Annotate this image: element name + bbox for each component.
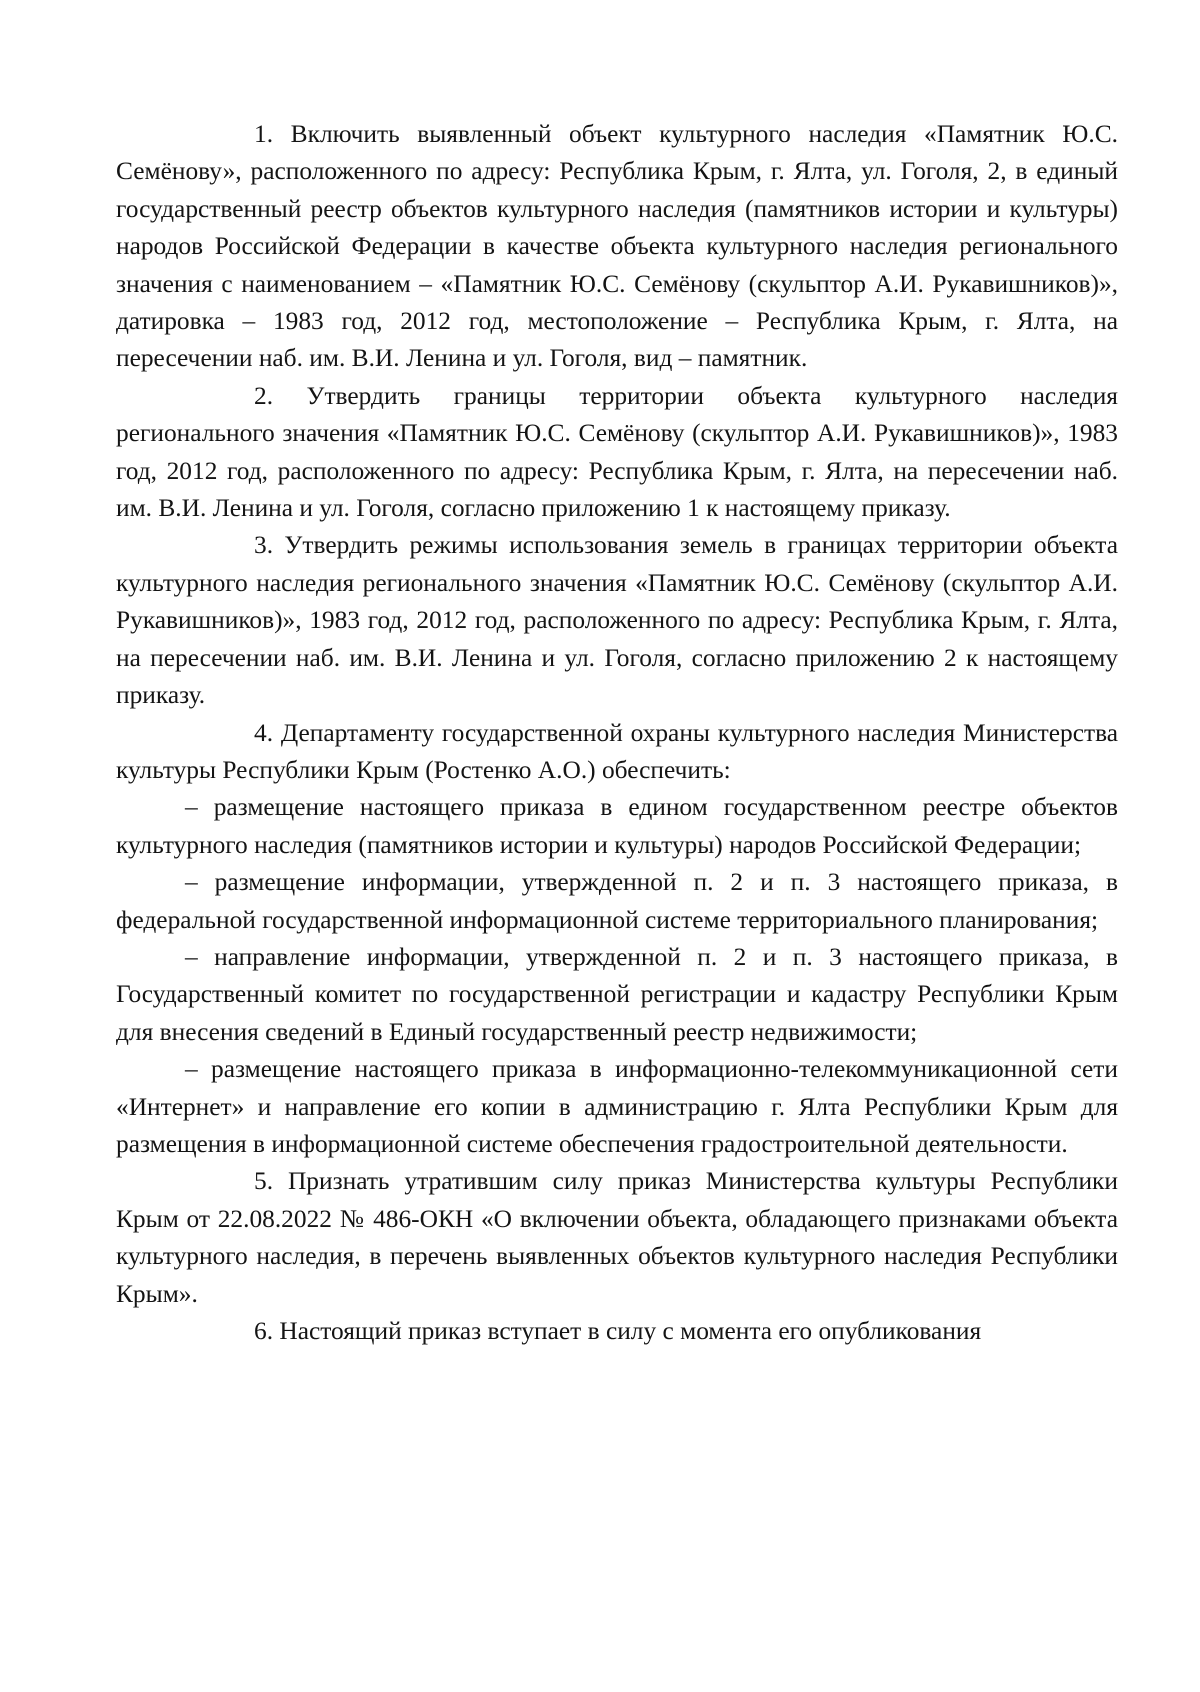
paragraph-number: 2. [254, 381, 274, 410]
bullet-item-1: – размещение настоящего приказа в едином государственном реестре объектов культурного наследия (памятников истории и культуры) народов Российской Федерации; [116, 793, 1118, 859]
paragraph-text: Департаменту государственной охраны культурного наследия Министерства культуры Республики Крым (Ростенко А.О.) обеспечить: [116, 718, 1118, 784]
paragraph-number: 1. [254, 120, 274, 148]
paragraph-text: Утвердить границы территории объекта культурного наследия регионального значения «Памятник Ю.С. Семёнову (скульптор А.И. Рукавишников)», 1983 год, 2012 год, расположенного по адресу: Республика Крым, г. Ялта, на пересечении наб. им. В.И. Ленина и ул. Гоголя, согласно приложению 1 к настоящему приказу. [116, 381, 1118, 523]
document-body [116, 116, 1118, 1350]
bullet-item-3: – направление информации, утвержденной п. 2 и п. 3 настоящего приказа, в Государственный комитет по государственной регистрации и кадастру Республики Крым для внесения сведений в Единый государственный реестр недвижимости; [116, 942, 1118, 1046]
paragraph-number: 5. [254, 1167, 274, 1196]
paragraph-5 [116, 1163, 1118, 1313]
paragraph-text: Утвердить режимы использования земель в границах территории объекта культурного наследия регионального значения «Памятник Ю.С. Семёнову (скульптор А.И. Рукавишников)», 1983 год, 2012 год, расположенного по адресу: Республика Крым, г. Ялта, на пересечении наб. им. В.И. Ленина и ул. Гоголя, согласно приложению 2 к настоящему приказу. [116, 531, 1118, 710]
paragraph-6 [116, 1313, 1118, 1350]
paragraph-4 [116, 715, 1118, 790]
paragraph-text: Признать утратившим силу приказ Министерства культуры Республики Крым от 22.08.2022 № 486-ОКН «О включении объекта, обладающего признаками объекта культурного наследия, в перечень выявленных объектов культурного наследия Республики Крым». [116, 1167, 1118, 1308]
paragraph-number: 3. [254, 531, 274, 560]
paragraph-1 [116, 116, 1118, 378]
paragraph-text: Включить выявленный объект культурного наследия «Памятник Ю.С. Семёнову», расположенного по адресу: Республика Крым, г. Ялта, ул. Гоголя, 2, в единый государственный реестр объектов культурного наследия (памятников истории и культуры) народов Российской Федерации в качестве объекта культурного наследия регионального значения с наименованием – «Памятник Ю.С. Семёнову (скульптор А.И. Рукавишников)», датировка – 1983 год, 2012 год, местоположение – Республика Крым, г. Ялта, на пересечении наб. им. В.И. Ленина и ул. Гоголя, вид – памятник. [116, 120, 1118, 373]
bullet-item-4: – размещение настоящего приказа в информационно-телекоммуникационной сети «Интернет» и направление его копии в администрацию г. Ялта Республики Крым для размещения в информационной системе обеспечения градостроительной деятельности. [116, 1055, 1118, 1158]
bullet-item-2: – размещение информации, утвержденной п. 2 и п. 3 настоящего приказа, в федеральной государственной информационной системе территориального планирования; [116, 868, 1118, 934]
paragraph-number: 6. [254, 1317, 274, 1345]
paragraph-number: 4. [254, 718, 274, 747]
paragraph-3 [116, 527, 1118, 714]
paragraph-2 [116, 378, 1118, 528]
paragraph-text: Настоящий приказ вступает в силу с момента его опубликования [279, 1317, 982, 1345]
